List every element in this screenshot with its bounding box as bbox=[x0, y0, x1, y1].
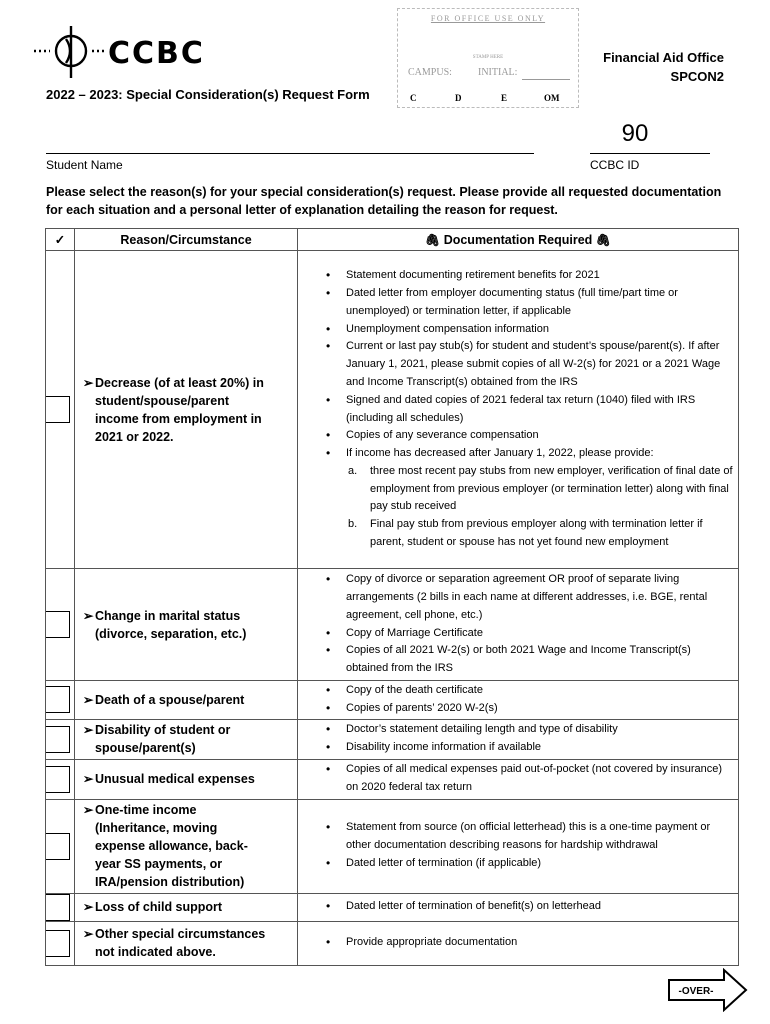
documentation-cell bbox=[298, 759, 739, 799]
sub-doc-item bbox=[348, 516, 734, 552]
paperclip-icon: 🖇 bbox=[595, 232, 612, 247]
reason-text: not indicated above. bbox=[95, 945, 216, 960]
reason-checkbox[interactable] bbox=[45, 930, 70, 957]
doc-item: • Disability income information if available bbox=[346, 739, 734, 757]
logo-text: CCBC bbox=[108, 36, 205, 71]
reason-cell bbox=[75, 251, 298, 569]
doc-item: • Doctor’s statement detailing length and type of disability bbox=[346, 721, 734, 739]
checkbox-cell bbox=[46, 759, 75, 799]
checkbox-cell bbox=[46, 921, 75, 965]
sub-list-container bbox=[346, 463, 734, 552]
reason-text: income from employment in bbox=[95, 411, 262, 426]
reason-text: Decrease (of at least 20%) in bbox=[95, 375, 264, 390]
reason-cell bbox=[75, 569, 298, 681]
arrow-bullet-icon: ➢ bbox=[83, 608, 94, 623]
reason-checkbox[interactable] bbox=[45, 686, 70, 713]
doc-item: • Copy of divorce or separation agreement OR proof of separate living arrangements (2 bills in each name at different addresses, i.e. BGE, rental agreement, cell phone, etc.) bbox=[346, 571, 734, 624]
reason-text: spouse/parent(s) bbox=[95, 741, 196, 756]
doc-item: • Copies of all medical expenses paid out-of-pocket (not covered by insurance) on 2020 federal tax return bbox=[346, 761, 734, 797]
sub-doc-text: three most recent pay stubs from new employer, verification of final date of employment from previous employer (or termination letter) along with final pay stub received bbox=[370, 464, 733, 513]
doc-item: • Statement from source (on official letterhead) this is a one-time payment or other documentation describing reasons for hardship withdrawal bbox=[346, 819, 734, 855]
doc-item: • Copies of parents’ 2020 W-2(s) bbox=[346, 700, 734, 718]
student-id-label: CCBC ID bbox=[590, 158, 640, 172]
table-row bbox=[46, 251, 739, 569]
reason-checkbox[interactable] bbox=[45, 833, 70, 860]
reason-column-header: Reason/Circumstance bbox=[75, 229, 298, 251]
office-use-box bbox=[397, 8, 579, 108]
doc-item: • Dated letter of termination (if applicable) bbox=[346, 855, 734, 873]
reason-cell bbox=[75, 921, 298, 965]
reason-text: Change in marital status bbox=[95, 608, 241, 623]
doc-item: • Provide appropriate documentation bbox=[346, 934, 734, 952]
sub-doc-marker: a. bbox=[348, 464, 358, 477]
reason-text: 2021 or 2022. bbox=[95, 429, 174, 444]
reasons-table bbox=[45, 228, 739, 966]
doc-item: • Dated letter of termination of benefit(s) on letterhead bbox=[346, 898, 734, 916]
reason-text: (Inheritance, moving bbox=[95, 821, 218, 836]
doc-item: • Unemployment compensation information bbox=[346, 321, 734, 339]
arrow-bullet-icon: ➢ bbox=[83, 772, 94, 787]
arrow-bullet-icon: ➢ bbox=[83, 927, 94, 942]
checkbox-cell bbox=[46, 251, 75, 569]
docs-header-label: Documentation Required bbox=[443, 232, 593, 247]
arrow-bullet-icon: ➢ bbox=[83, 692, 94, 707]
table-row bbox=[46, 799, 739, 893]
docs-column-header bbox=[298, 229, 739, 251]
doc-item: • If income has decreased after January 1, 2022, please provide: bbox=[346, 445, 734, 463]
reason-cell bbox=[75, 759, 298, 799]
checkbox-cell bbox=[46, 893, 75, 921]
reason-checkbox[interactable] bbox=[45, 611, 70, 638]
over-arrow-icon bbox=[668, 968, 748, 1012]
reason-text: IRA/pension distribution) bbox=[95, 875, 245, 890]
reason-text: student/spouse/parent bbox=[95, 393, 230, 408]
doc-item: • Copy of Marriage Certificate bbox=[346, 625, 734, 643]
documentation-cell bbox=[298, 799, 739, 893]
student-id-value[interactable]: 90 bbox=[621, 120, 649, 147]
reason-text: (divorce, separation, etc.) bbox=[95, 626, 247, 641]
arrow-bullet-icon: ➢ bbox=[83, 900, 94, 915]
code-om: OM bbox=[544, 93, 560, 103]
sub-doc-marker: b. bbox=[348, 518, 358, 531]
student-name-field[interactable] bbox=[46, 153, 534, 154]
check-column-header: ✓ bbox=[46, 229, 75, 251]
table-header-row bbox=[46, 229, 739, 251]
doc-item: • Statement documenting retirement benefits for 2021 bbox=[346, 267, 734, 285]
reason-cell bbox=[75, 681, 298, 720]
reason-checkbox[interactable] bbox=[45, 894, 70, 921]
reason-cell bbox=[75, 893, 298, 921]
table-row bbox=[46, 759, 739, 799]
student-name-label: Student Name bbox=[46, 158, 123, 172]
code-e: E bbox=[501, 93, 508, 103]
reason-text: Unusual medical expenses bbox=[95, 772, 255, 787]
doc-item: • Copies of any severance compensation bbox=[346, 427, 734, 445]
doc-item: • Current or last pay stub(s) for student and student’s spouse/parent(s). If after January 1, 2021, please submit copies of all W-2(s) for 2021 or a 2021 Wage and Income Transcript(s) obtained from the IRS bbox=[346, 338, 734, 391]
table-row bbox=[46, 569, 739, 681]
stamp-label: STAMP HERE bbox=[472, 55, 504, 60]
table-row bbox=[46, 719, 739, 759]
reason-cell bbox=[75, 719, 298, 759]
documentation-cell bbox=[298, 893, 739, 921]
documentation-cell bbox=[298, 681, 739, 720]
table-row bbox=[46, 681, 739, 720]
reason-cell bbox=[75, 799, 298, 893]
form-title: 2022 – 2023: Special Consideration(s) Request Form bbox=[46, 87, 370, 102]
documentation-cell bbox=[298, 569, 739, 681]
documentation-cell bbox=[298, 719, 739, 759]
office-use-title: FOR OFFICE USE ONLY bbox=[430, 14, 546, 23]
reason-checkbox[interactable] bbox=[45, 726, 70, 753]
reason-text: Disability of student or bbox=[95, 723, 231, 738]
over-label: -OVER- bbox=[678, 986, 714, 997]
checkbox-cell bbox=[46, 719, 75, 759]
reason-text: year SS payments, or bbox=[95, 857, 223, 872]
checkbox-cell bbox=[46, 681, 75, 720]
doc-item: • Copy of the death certificate bbox=[346, 682, 734, 700]
office-info bbox=[603, 48, 724, 86]
student-id-line bbox=[590, 153, 710, 154]
code-c: C bbox=[410, 93, 417, 103]
reason-text: One-time income bbox=[95, 803, 197, 818]
doc-item: • Copies of all 2021 W-2(s) or both 2021 Wage and Income Transcript(s) obtained from the IRS bbox=[346, 642, 734, 678]
code-d: D bbox=[455, 93, 462, 103]
reason-text: Loss of child support bbox=[95, 900, 223, 915]
campus-label: CAMPUS: bbox=[408, 67, 452, 78]
initial-line bbox=[522, 79, 570, 80]
table-row bbox=[46, 893, 739, 921]
reason-text: Other special circumstances bbox=[95, 927, 266, 942]
office-code: SPCON2 bbox=[670, 69, 724, 84]
paperclip-icon: 🖇 bbox=[424, 232, 441, 247]
reason-checkbox[interactable] bbox=[45, 396, 70, 423]
sub-doc-text: Final pay stub from previous employer along with termination letter if parent, student or spouse has not yet found new employment bbox=[370, 518, 703, 549]
checkbox-cell bbox=[46, 569, 75, 681]
instructions: Please select the reason(s) for your special consideration(s) request. Please provide all requested documentation for each situation and a personal letter of explanation detailing the reason for request. bbox=[46, 185, 722, 217]
office-name: Financial Aid Office bbox=[603, 50, 724, 65]
reason-text: Death of a spouse/parent bbox=[95, 692, 245, 707]
reason-text: expense allowance, back- bbox=[95, 839, 248, 854]
doc-item: • Dated letter from employer documenting status (full time/part time or unemployed) or termination letter, if applicable bbox=[346, 285, 734, 321]
arrow-bullet-icon: ➢ bbox=[83, 723, 94, 738]
arrow-bullet-icon: ➢ bbox=[83, 803, 94, 818]
arrow-bullet-icon: ➢ bbox=[83, 375, 94, 390]
documentation-cell bbox=[298, 251, 739, 569]
table-row bbox=[46, 921, 739, 965]
documentation-cell bbox=[298, 921, 739, 965]
initial-label: INITIAL: bbox=[478, 67, 518, 78]
doc-item: • Signed and dated copies of 2021 federal tax return (1040) filed with IRS (including all schedules) bbox=[346, 392, 734, 428]
checkbox-cell bbox=[46, 799, 75, 893]
sub-doc-item bbox=[348, 463, 734, 516]
reason-checkbox[interactable] bbox=[45, 766, 70, 793]
